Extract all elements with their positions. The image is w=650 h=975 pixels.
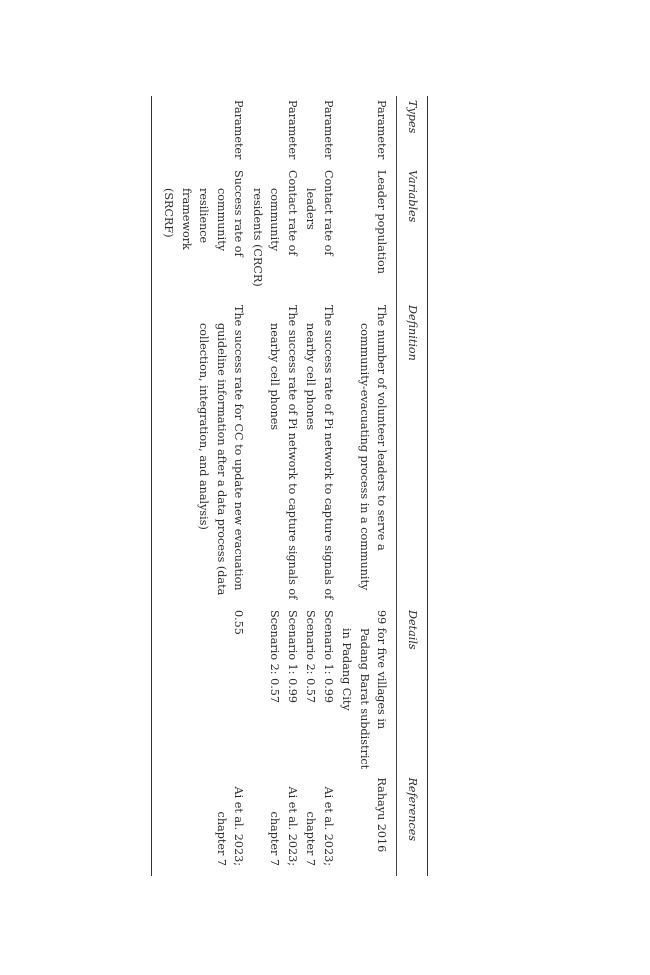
cell-reference: Ai et al. 2023; chapter 7: [268, 786, 299, 866]
cell-definition: The number of volunteer leaders to serve a community-evacuating process in a community: [358, 305, 389, 591]
details-scenario-2: Scenario 2: 0.57: [268, 610, 282, 703]
header-definition: Definition: [397, 301, 428, 606]
details-scenario-1: Scenario 1: 0.99: [286, 610, 299, 703]
cell-variable: Contact rate of leaders: [304, 170, 335, 256]
rotated-table-container: [162, 96, 428, 876]
details-scenario-1: Scenario 1: 0.99: [322, 610, 335, 703]
cell-definition: The success rate of Pi network to capture signals of nearby cell phones: [304, 305, 335, 600]
details-scenario-2: Scenario 2: 0.57: [304, 610, 318, 703]
table-row: [249, 96, 303, 876]
cell-variable: Success rate of community resilience framework (SRCRF): [152, 166, 249, 301]
cell-reference: Ai et al. 2023; chapter 7: [304, 786, 335, 866]
table-row: [152, 96, 249, 876]
header-details: Details: [397, 606, 428, 774]
table-body: [152, 96, 398, 876]
cell-type: Parameter: [375, 100, 389, 160]
cell-reference: Rahayu 2016: [375, 777, 389, 853]
cell-details: 99 for five villages in Padang Barat subdistrict in Padang City: [340, 610, 389, 770]
cell-reference: Ai et al. 2023; chapter 7: [152, 774, 249, 877]
cell-variable: Leader population: [375, 170, 389, 274]
cell-variable: Contact rate of community residents (CRCR): [251, 170, 299, 287]
header-variables: Variables: [397, 166, 428, 301]
header-references: References: [397, 774, 428, 877]
cell-details: [302, 606, 338, 774]
cell-definition: The success rate of Pi network to capture signals of nearby cell phones: [268, 305, 299, 600]
table-row: [302, 96, 338, 876]
cell-details: 0.55: [152, 606, 249, 774]
cell-type: Parameter: [322, 100, 335, 160]
parameters-table: [151, 96, 428, 876]
cell-type: Parameter: [286, 100, 299, 160]
table-header: [397, 96, 428, 876]
header-types: Types: [397, 96, 428, 166]
table-row: [338, 96, 397, 876]
cell-details: [249, 606, 303, 774]
cell-type: Parameter: [152, 96, 249, 166]
cell-definition: The success rate for CC to update new evacuation guideline information after a data process (data collection, integration, and analysis): [152, 301, 249, 606]
